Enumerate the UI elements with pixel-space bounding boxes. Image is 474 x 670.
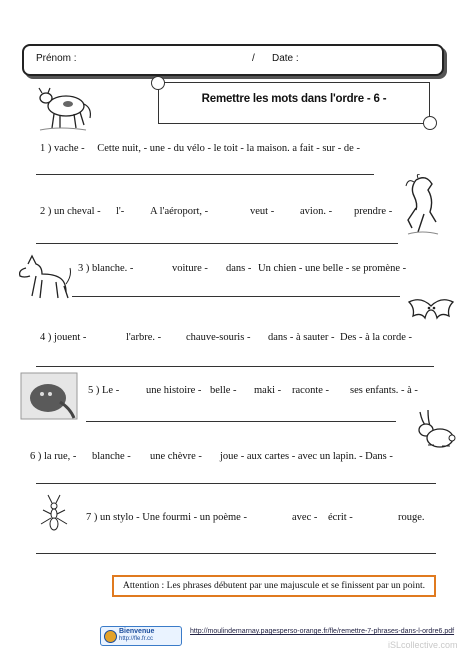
word: la rue, - xyxy=(44,451,77,462)
exercise-number: 4 ) xyxy=(40,332,52,343)
horse-icon xyxy=(402,174,444,236)
word: belle - xyxy=(210,385,237,396)
dog-icon xyxy=(14,254,72,304)
word: prendre - xyxy=(354,206,393,217)
scroll-curl-icon xyxy=(423,116,437,130)
scroll-curl-icon xyxy=(151,76,165,90)
logo-subtitle: http://fle.fr.cc xyxy=(119,636,154,642)
word: joue - aux cartes - avec un lapin. - Dans - xyxy=(220,451,393,462)
word: A l'aéroport, - xyxy=(150,206,209,217)
exercise-number: 3 ) xyxy=(78,263,90,274)
exercise-number: 1 ) xyxy=(40,143,52,154)
exercise-number: 2 ) xyxy=(40,206,52,217)
answer-line[interactable] xyxy=(36,243,398,244)
word: Des - à la corde - xyxy=(340,332,413,343)
word: blanche. - xyxy=(92,263,134,274)
word: chauve-souris - xyxy=(186,332,251,343)
word: l'- xyxy=(116,206,125,217)
word: jouent - xyxy=(54,332,87,343)
answer-line[interactable] xyxy=(36,553,436,554)
word: avion. - xyxy=(300,206,333,217)
exercise-number: 7 ) xyxy=(86,512,98,523)
prenom-label: Prénom : xyxy=(36,53,77,64)
word: Le - xyxy=(102,385,120,396)
word: dans - xyxy=(268,332,294,343)
word: avec - xyxy=(292,512,318,523)
header-separator: / xyxy=(252,53,255,64)
word: Cette nuit, - une - du vélo - le toit - la maison. a fait - sur - de - xyxy=(97,143,360,154)
word: l'arbre. - xyxy=(126,332,162,343)
exercise-1 xyxy=(40,143,360,154)
page-title: Remettre les mots dans l'ordre - 6 - xyxy=(201,93,387,105)
exercise-7 xyxy=(86,512,247,523)
exercise-3 xyxy=(78,263,133,274)
word: écrit - xyxy=(328,512,353,523)
word: un stylo - Une fourmi - un poème - xyxy=(100,512,247,523)
answer-line[interactable] xyxy=(36,483,436,484)
word: une chèvre - xyxy=(150,451,202,462)
source-link[interactable]: http://moulindemarnay.pagesperso-orange.fr/fle/remettre-7-phrases-dans-l-ordre6.pdf xyxy=(190,628,455,635)
word: à sauter - xyxy=(296,332,335,343)
exercise-5 xyxy=(88,385,119,396)
watermark: iSLcollective.com xyxy=(388,640,458,650)
exercise-4 xyxy=(40,332,86,343)
ant-icon xyxy=(34,492,74,534)
logo xyxy=(100,626,182,646)
word: maki - xyxy=(254,385,282,396)
exercise-6 xyxy=(30,451,76,462)
bat-icon xyxy=(406,292,456,328)
title-scroll xyxy=(158,82,430,124)
answer-line[interactable] xyxy=(72,296,400,297)
logo-title: Bienvenue xyxy=(119,628,155,635)
date-label: Date : xyxy=(272,53,299,64)
word: une histoire - xyxy=(146,385,202,396)
exercise-2 xyxy=(40,206,101,217)
word: veut - xyxy=(250,206,275,217)
cow-icon xyxy=(34,82,94,134)
rabbit-icon xyxy=(410,408,456,452)
word: blanche - xyxy=(92,451,131,462)
exercise-number: 5 ) xyxy=(88,385,100,396)
flag-icon xyxy=(104,630,117,643)
word: raconte - xyxy=(292,385,330,396)
word: un cheval - xyxy=(54,206,101,217)
word: dans - xyxy=(226,263,252,274)
word: voiture - xyxy=(172,263,208,274)
header-box xyxy=(22,44,444,76)
answer-line[interactable] xyxy=(36,366,434,367)
lemur-photo xyxy=(20,372,78,420)
exercise-number: 6 ) xyxy=(30,451,42,462)
answer-line[interactable] xyxy=(36,174,374,175)
answer-line[interactable] xyxy=(86,421,396,422)
attention-note: Attention : Les phrases débutent par une majuscule et se finissent par un point. xyxy=(112,575,436,597)
word: rouge. xyxy=(398,512,425,523)
word: ses enfants. - à - xyxy=(350,385,418,396)
word: vache - xyxy=(54,143,85,154)
word: Un chien - une belle - se promène - xyxy=(258,263,407,274)
